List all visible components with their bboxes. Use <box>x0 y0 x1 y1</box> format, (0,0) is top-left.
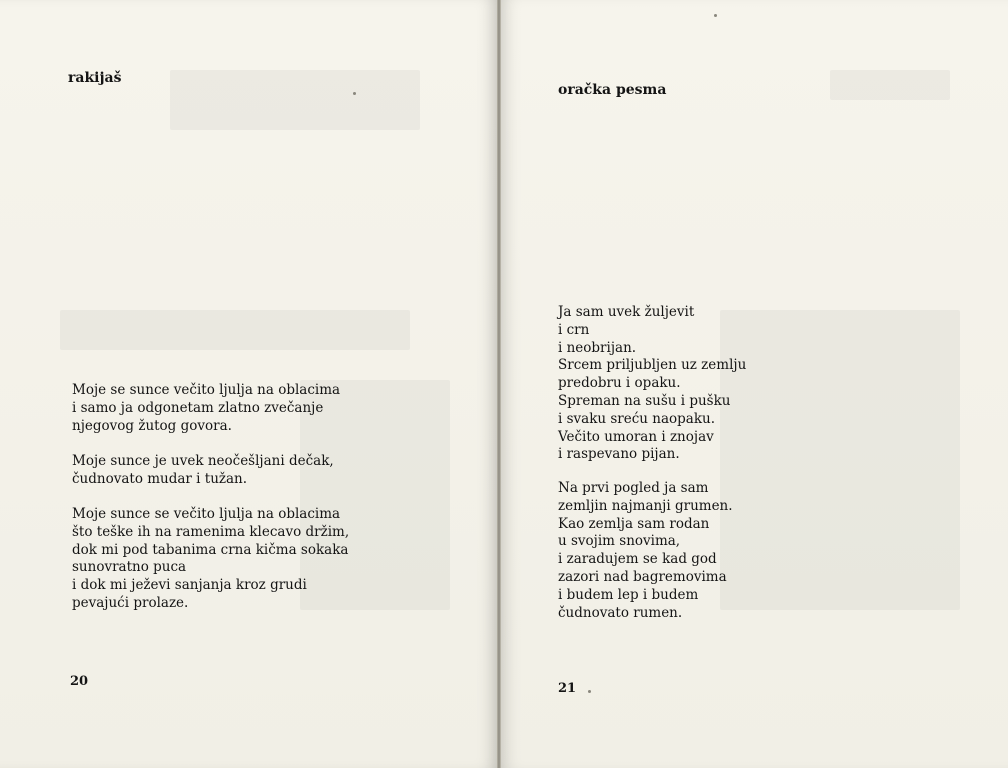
poem-line: čudnovato rumen. <box>558 604 683 621</box>
poem-line: sunovratno puca <box>72 559 187 576</box>
poem-line: i neobrijan. <box>558 339 637 356</box>
poem-line: Spreman na sušu i pušku <box>558 392 731 409</box>
poem-title: oračka pesma <box>558 82 667 98</box>
bleed-through-ghost <box>170 70 420 130</box>
paper-speck <box>353 92 356 95</box>
stanza <box>558 480 733 622</box>
poem-line: čudnovato mudar i tužan. <box>72 470 248 487</box>
poem-line: Moje sunce je uvek neočešljani dečak, <box>72 453 334 469</box>
poem-line: dok mi pod tabanima crna kičma sokaka <box>72 541 349 558</box>
poem-line: Srcem priljubljen uz zemlju <box>558 357 747 374</box>
poem-line: pevajući prolaze. <box>72 594 189 611</box>
left-page <box>0 0 498 768</box>
poem-line: i svaku sreću naopaku. <box>558 410 716 427</box>
poem-line: zemljin najmanji grumen. <box>558 497 733 514</box>
poem-line: i dok mi ježevi sanjanja kroz grudi <box>72 577 307 594</box>
stanza <box>72 382 340 435</box>
poem-line: zazori nad bagremovima <box>558 568 727 585</box>
stanza <box>72 453 334 489</box>
stanza <box>558 304 746 464</box>
poem-line: i raspevano pijan. <box>558 446 680 463</box>
poem-line: Na prvi pogled ja sam <box>558 480 709 496</box>
poem-title: rakijaš <box>68 70 122 86</box>
poem-line: i crn <box>558 321 590 338</box>
bleed-through-ghost <box>60 310 410 350</box>
poem-line: Moje sunce se večito ljulja na oblacima <box>72 506 341 522</box>
page-number: 20 <box>70 674 89 689</box>
paper-speck <box>588 690 591 693</box>
poem-line: u svojim snovima, <box>558 533 681 550</box>
right-page <box>500 0 1008 768</box>
bleed-through-ghost <box>720 310 960 610</box>
poem-line: njegovog žutog govora. <box>72 417 232 434</box>
poem-line: predobru i opaku. <box>558 375 681 392</box>
poem-line: Večito umoran i znojav <box>558 428 714 445</box>
poem-line: i budem lep i budem <box>558 586 699 603</box>
poem-line: Ja sam uvek žuljevit <box>558 304 695 320</box>
page-number: 21 <box>558 681 577 696</box>
poem-line: Moje se sunce večito ljulja na oblacima <box>72 382 341 398</box>
book-spine <box>497 0 501 768</box>
bleed-through-ghost <box>830 70 950 100</box>
poem-line: Kao zemlja sam rodan <box>558 515 710 532</box>
stanza <box>72 506 349 613</box>
poem-line: što teške ih na ramenima klecavo držim, <box>72 523 350 540</box>
paper-speck <box>714 14 717 17</box>
poem-line: i zaradujem se kad god <box>558 551 717 568</box>
poem-line: i samo ja odgonetam zlatno zvečanje <box>72 399 324 416</box>
